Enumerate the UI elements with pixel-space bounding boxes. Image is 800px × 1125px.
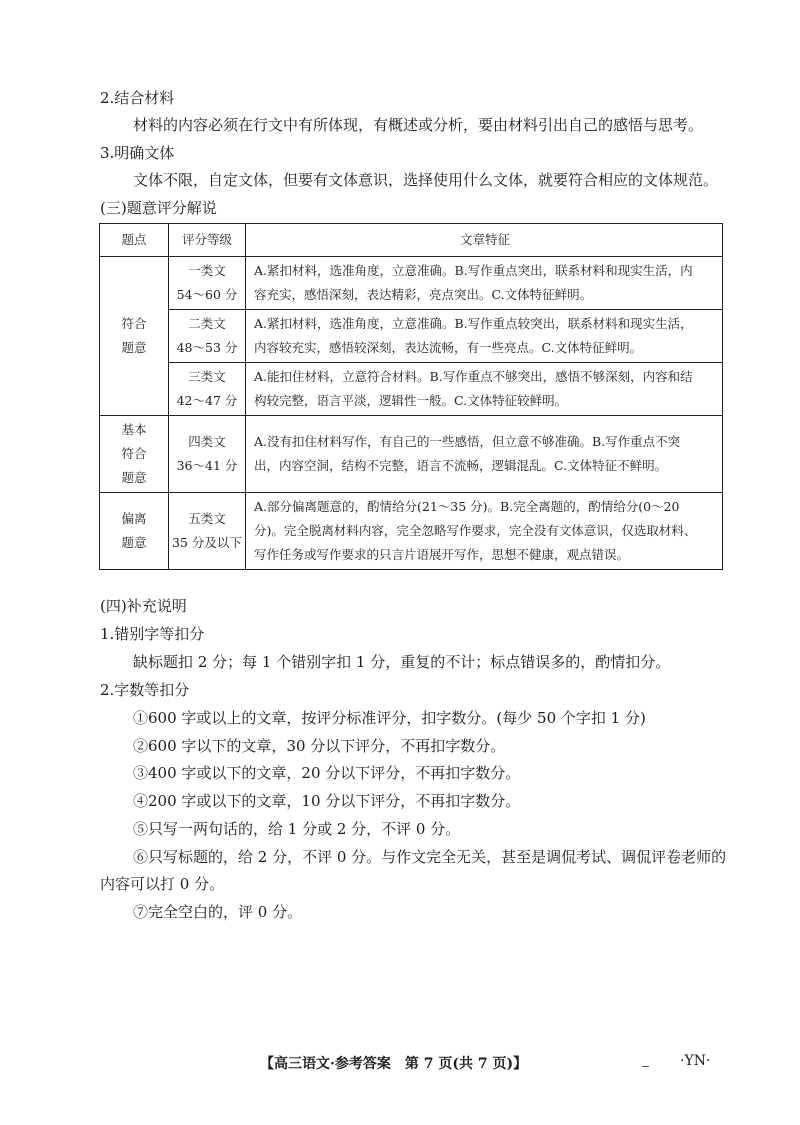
section-text-3: 文体不限，自定文体，但要有文体意识，选择使用什么文体，就要符合相应的文体规范。	[133, 171, 719, 189]
part-four-title: (四)补充说明	[100, 597, 187, 615]
table-row	[100, 257, 723, 310]
header-features: 文章特征	[246, 224, 723, 257]
group-label: 符合 题意	[100, 257, 169, 416]
header-topic: 题点	[100, 224, 169, 257]
list-item-continued: 内容可以打 0 分。	[100, 875, 225, 893]
part-three-title: (三)题意评分解说	[100, 199, 217, 217]
table-row	[100, 416, 723, 493]
table-row	[100, 310, 723, 363]
footer-dash	[642, 1066, 649, 1067]
features-cell: A.能扣住材料，立意符合材料。B.写作重点不够突出，感悟不够深刻，内容和结 构较完整，语言平淡，逻辑性一般。C.文体特征较鲜明。	[246, 363, 723, 416]
grade-cell: 一类文 54～60 分	[169, 257, 246, 310]
list-item: ④200 字或以下的文章，10 分以下评分，不再扣字数分。	[133, 792, 521, 810]
features-cell: A.没有扣住材料写作，有自己的一些感悟，但立意不够准确。B.写作重点不突 出，内容空洞，结构不完整，语言不流畅，逻辑混乱。C.文体特征不鲜明。	[246, 416, 723, 493]
features-cell: A.紧扣材料，选准角度，立意准确。B.写作重点突出，联系材料和现实生活，内 容充实，感悟深刻，表达精彩，亮点突出。C.文体特征鲜明。	[246, 257, 723, 310]
supplement-title-1: 1.错别字等扣分	[100, 625, 205, 643]
list-item: ⑦完全空白的，评 0 分。	[133, 903, 303, 921]
table-header-row	[100, 224, 723, 257]
features-cell: A.部分偏离题意的，酌情给分(21～35 分)。B.完全离题的，酌情给分(0～20 分)。完全脱离材料内容，完全忽略写作要求，完全没有文体意识，仅选取材料、 写作任务或写作要求的只言片语展开写作，思想不健康，观点错误。	[246, 493, 723, 570]
footer-code: ·YN·	[680, 1053, 711, 1069]
list-item: ②600 字以下的文章，30 分以下评分，不再扣字数分。	[133, 737, 506, 755]
grade-cell: 三类文 42～47 分	[169, 363, 246, 416]
grade-cell: 二类文 48～53 分	[169, 310, 246, 363]
supplement-title-2: 2.字数等扣分	[100, 681, 190, 699]
supplement-text-1: 缺标题扣 2 分；每 1 个错别字扣 1 分，重复的不计；标点错误多的，酌情扣分。	[133, 653, 671, 671]
section-title-3: 3.明确文体	[100, 144, 175, 162]
page-footer: 【高三语文·参考答案 第 7 页(共 7 页)】	[260, 1056, 528, 1072]
header-grade: 评分等级	[169, 224, 246, 257]
group-label: 基本 符合 题意	[100, 416, 169, 493]
section-title-2: 2.结合材料	[100, 89, 175, 107]
table-row	[100, 493, 723, 570]
group-label: 偏离 题意	[100, 493, 169, 570]
section-text-2: 材料的内容必须在行文中有所体现，有概述或分析，要由材料引出自己的感悟与思考。	[133, 116, 704, 134]
list-item: ③400 字或以下的文章，20 分以下评分，不再扣字数分。	[133, 764, 521, 782]
list-item: ⑥只写标题的，给 2 分，不评 0 分。与作文完全无关，甚至是调侃考试、调侃评卷老师的	[133, 848, 727, 866]
table-row	[100, 363, 723, 416]
scoring-table	[99, 223, 723, 570]
list-item: ⑤只写一两句话的，给 1 分或 2 分，不评 0 分。	[133, 820, 461, 838]
list-item: ①600 字或以上的文章，按评分标准评分，扣字数分。(每少 50 个字扣 1 分)	[133, 709, 646, 727]
grade-cell: 四类文 36～41 分	[169, 416, 246, 493]
features-cell: A.紧扣材料，选准角度，立意准确。B.写作重点较突出，联系材料和现实生活， 内容较充实，感悟较深刻，表达流畅，有一些亮点。C.文体特征鲜明。	[246, 310, 723, 363]
grade-cell: 五类文 35 分及以下	[169, 493, 246, 570]
